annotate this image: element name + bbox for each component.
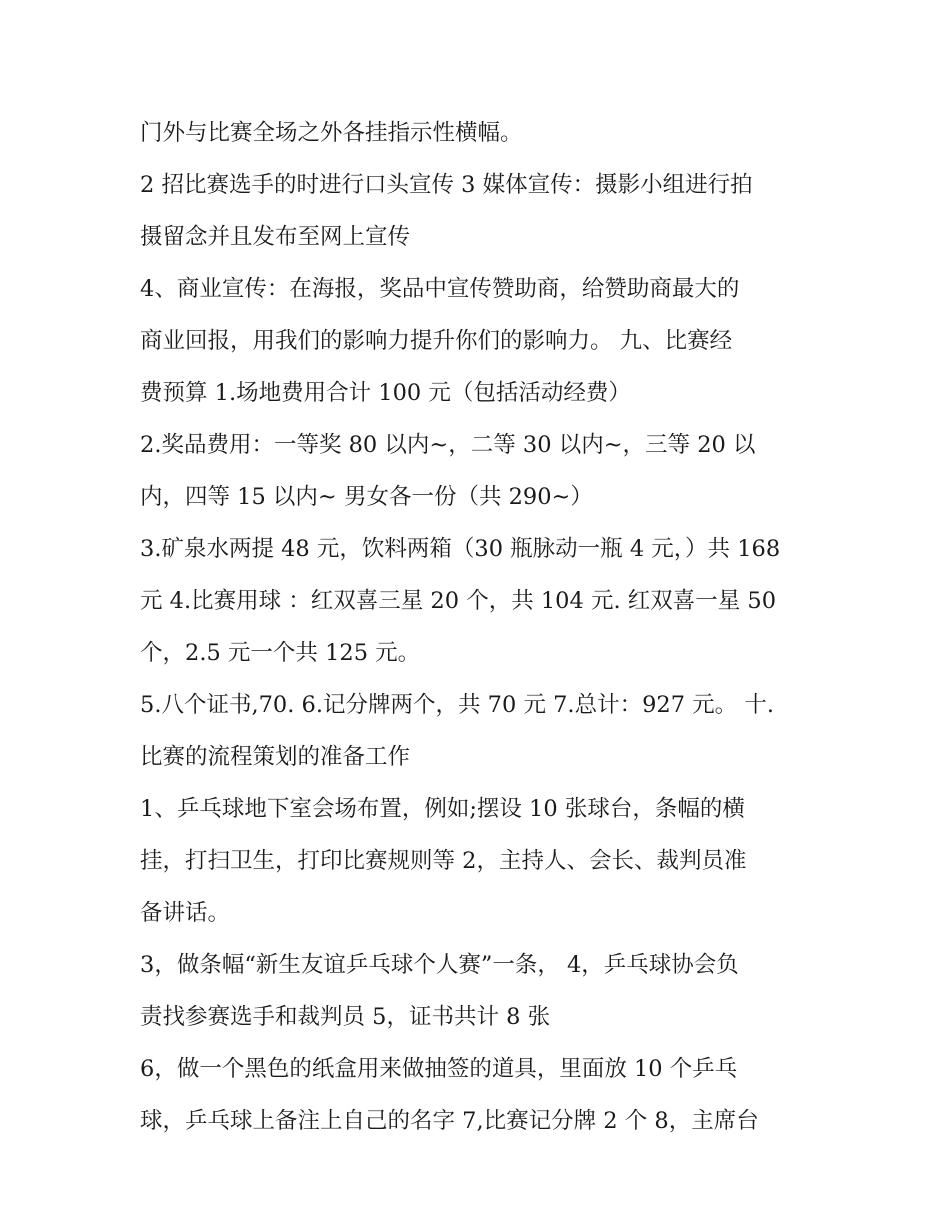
text-line: 球，乒乓球上备注上自己的名字 7,比赛记分牌 2 个 8，主席台 [140, 1108, 759, 1134]
text-line: 挂，打扫卫生，打印比赛规则等 2，主持人、会长、裁判员准 [140, 848, 747, 874]
text-line: 3.矿泉水两提 48 元，饮料两箱（30 瓶脉动一瓶 4 元，）共 168 [140, 536, 781, 562]
text-line: 商业回报，用我们的影响力提升你们的影响力。 九、比赛经 [140, 328, 733, 354]
text-line: 内，四等 15 以内~ 男女各一份（共 290~） [140, 484, 593, 510]
text-line: 个，2.5 元一个共 125 元。 [140, 640, 421, 666]
text-line: 5.八个证书,70. 6.记分牌两个，共 70 元 7.总计：927 元。 十. [140, 692, 774, 718]
text-line: 摄留念并且发布至网上宣传 [140, 224, 411, 250]
text-line: 3，做条幅“新生友谊乒乓球个人赛”一条， 4，乒乓球协会负 [140, 952, 739, 978]
text-line: 2.奖品费用：一等奖 80 以内~，二等 30 以内~，三等 20 以 [140, 432, 756, 458]
body-text [140, 107, 820, 1147]
text-line: 备讲话。 [140, 900, 231, 926]
text-line: 2 招比赛选手的时进行口头宣传 3 媒体宣传：摄影小组进行拍 [140, 172, 753, 198]
text-line: 责找参赛选手和裁判员 5，证书共计 8 张 [140, 1004, 551, 1030]
text-line: 门外与比赛全场之外各挂指示性横幅。 [140, 120, 523, 146]
text-line: 费预算 1.场地费用合计 100 元（包括活动经费） [140, 380, 631, 406]
text-line: 1、乒乓球地下室会场布置，例如;摆设 10 张球台，条幅的横 [140, 796, 745, 822]
text-line: 元 4.比赛用球 ：红双喜三星 20 个，共 104 元. 红双喜一星 50 [140, 588, 777, 614]
text-line: 比赛的流程策划的准备工作 [140, 744, 411, 770]
text-line: 4、商业宣传：在海报，奖品中宣传赞助商，给赞助商最大的 [140, 276, 740, 302]
text-line: 6，做一个黑色的纸盒用来做抽签的道具，里面放 10 个乒乓 [140, 1056, 738, 1082]
